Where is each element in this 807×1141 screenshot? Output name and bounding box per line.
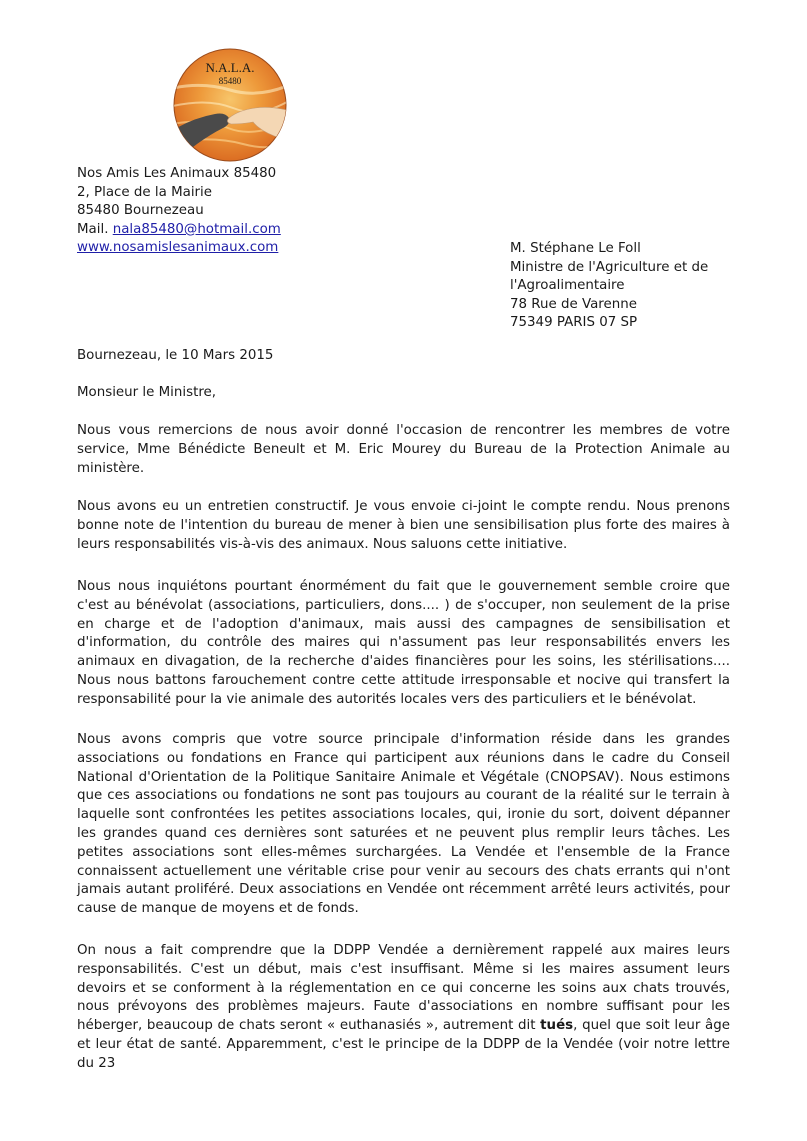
paragraph-5-text-b: , quel que soit leur âge et leur état de santé. Apparemment, c'est le principe de la DDPP de la Vendée (voir notre lettre du 23 (77, 1018, 730, 1071)
recipient-street: 78 Rue de Varenne (510, 296, 637, 312)
nala-logo (173, 48, 287, 162)
recipient-title-line1: Ministre de l'Agriculture et de (510, 259, 709, 275)
recipient-name: M. Stéphane Le Foll (510, 241, 641, 256)
sender-address-line1: 2, Place de la Mairie (77, 184, 213, 200)
paragraph-4: Nous avons compris que votre source principale d'information réside dans les grandes associations ou fondations en France qui participent aux réunions dans le cadre du Conseil National d'Orientation de la Politique Sanitaire Animale et Végétale (CNOPSAV). Nous estimons que ces associations ou fondations ne sont pas toujours au courant de la réalité sur le terrain à laquelle sont confrontées les petites associations locales, qui, ironie du sort, doivent dépanner les grandes quand ces dernières sont saturées et ne peuvent plus remplir leurs tâches. Les petites associations sont elles-mêmes surchargées. La Vendée et l'ensemble de la France connaissent actuellement une véritable crise pour venir au secours des chats errants qui n'ont jamais autant proliféré. Deux associations en Vendée ont récemment arrêté leurs activités, pour cause de manque de moyens et de fonds. (77, 732, 730, 917)
recipient-block (510, 240, 708, 333)
recipient-title-line2: l'Agroalimentaire (510, 278, 625, 294)
paragraph-5-text-a: On nous a fait comprendre que la DDPP Vendée a dernièrement rappelé aux maires leurs responsabilités. C'est un début, mais c'est insuffisant. Même si les maires assument leurs devoirs et se conforment à la réglementation en ce qui concerne les soins aux chats trouvés, nous prévoyons des problèmes majeurs. Faute d'associations en nombre suffisant pour les héberger, beaucoup de chats seront « euthanasiés », autrement dit (77, 943, 730, 1034)
mail-label: Mail. (77, 221, 113, 237)
sender-name: Nos Amis Les Animaux 85480 (77, 166, 277, 181)
paragraph-1: Nous vous remercions de nous avoir donné l'occasion de rencontrer les membres de votre service, Mme Bénédicte Beneult et M. Eric Mourey du Bureau de la Protection Animale au ministère. (77, 423, 730, 476)
logo-code: 85480 (218, 76, 242, 86)
recipient-city: 75349 PARIS 07 SP (510, 315, 638, 331)
salutation: Monsieur le Ministre, (77, 385, 217, 400)
sender-mail-line (77, 221, 281, 240)
logo-title: N.A.L.A. (205, 60, 255, 75)
email-link[interactable]: nala85480@hotmail.com (112, 221, 281, 237)
paragraph-2: Nous avons eu un entretien constructif. Je vous envoie ci-joint le compte rendu. Nous prenons bonne note de l'intention du bureau de mener à bien une sensibilisation plus forte des maires à leurs responsabilités vis-à-vis des animaux. Nous saluons cette initiative. (77, 499, 730, 552)
paragraph-5 (77, 942, 730, 1074)
paragraph-5-bold-word: tués (540, 1018, 574, 1034)
sender-block (77, 165, 281, 258)
paragraph-3: Nous nous inquiétons pourtant énormément du fait que le gouvernement semble croire que c'est au bénévolat (associations, particuliers, dons.... ) de s'occuper, non seulement de la prise en charge et de l'adoption d'animaux, mais aussi des campagnes de sensibilisation et d'information, du contrôle des maires qui n'assument pas leur responsabilités envers les animaux en divagation, de la recherche d'aides financières pour les soins, les stérilisations.... Nous nous battons farouchement contre cette attitude irresponsable et nocive qui transfert la responsabilité pour la vie animale des autorités locales vers des particuliers et le bénévolat. (77, 579, 730, 707)
website-link[interactable]: www.nosamislesanimaux.com (77, 240, 279, 256)
sender-address-line2: 85480 Bournezeau (77, 203, 204, 219)
date-line: Bournezeau, le 10 Mars 2015 (77, 348, 274, 363)
